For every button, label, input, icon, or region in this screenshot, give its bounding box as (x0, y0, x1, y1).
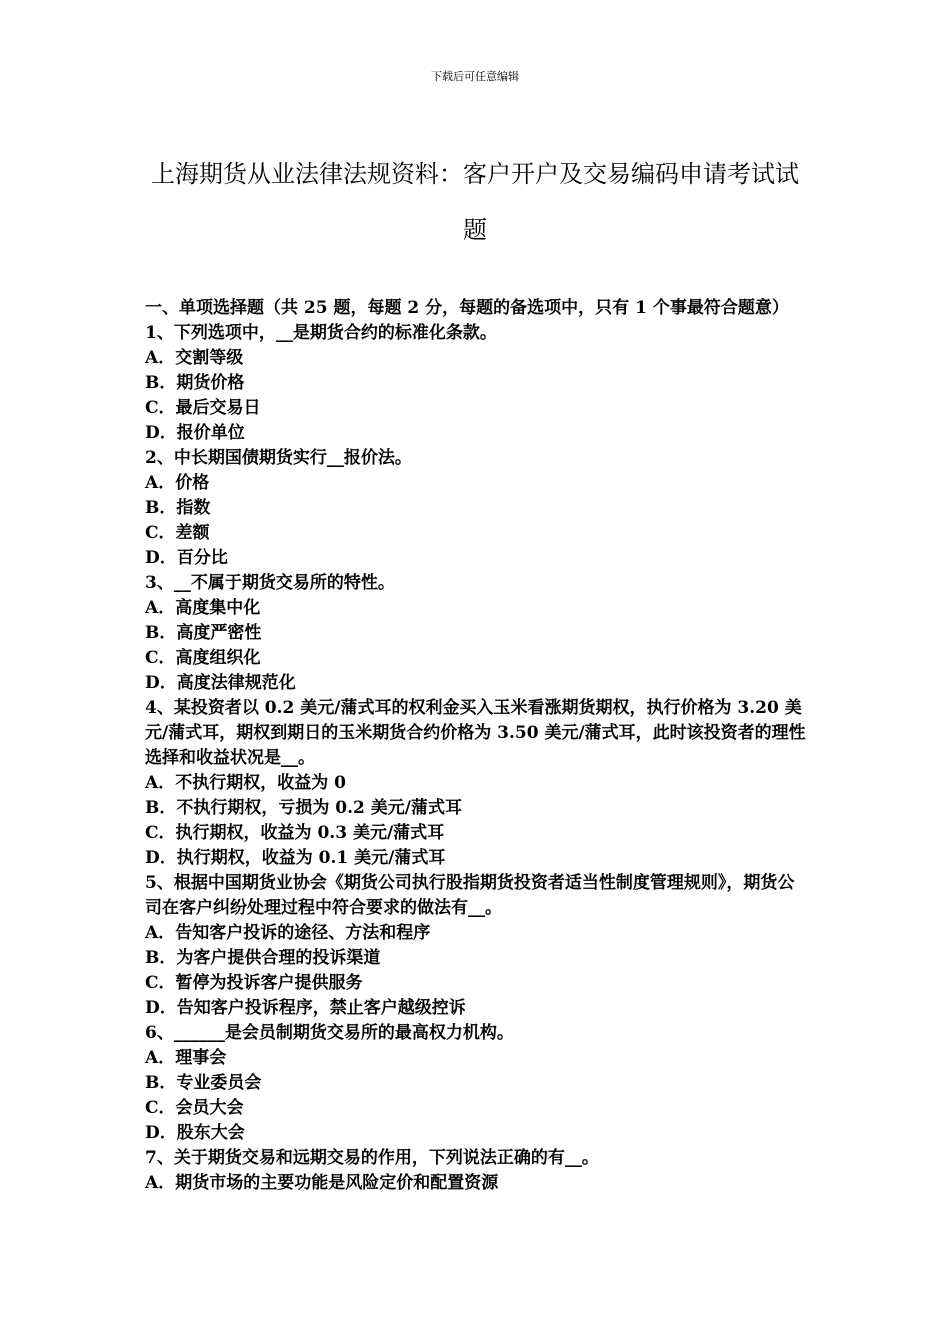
question-stem: 5、根据中国期货业协会《期货公司执行股指期货投资者适当性制度管理规则》，期货公司在客户纠纷处理过程中符合要求的做法有__。 (145, 873, 795, 918)
question-4 (145, 696, 810, 871)
option-b: B．不执行期权，亏损为 0.2 美元/蒲式耳 (145, 798, 462, 818)
question-3 (145, 571, 810, 696)
question-7 (145, 1146, 810, 1196)
option-b: B．高度严密性 (145, 623, 262, 643)
question-stem: 2、中长期国债期货实行__报价法。 (145, 448, 412, 468)
question-2 (145, 446, 810, 571)
option-d: D．股东大会 (145, 1123, 245, 1143)
option-c: C．会员大会 (145, 1098, 244, 1118)
question-1 (145, 321, 810, 446)
option-d: D．报价单位 (145, 423, 245, 443)
option-a: A．价格 (145, 473, 210, 493)
option-d: D．告知客户投诉程序，禁止客户越级控诉 (145, 998, 466, 1018)
option-d: D．高度法律规范化 (145, 673, 296, 693)
option-c: C．最后交易日 (145, 398, 261, 418)
question-stem: 3、__不属于期货交易所的特性。 (145, 573, 395, 593)
option-c: C．执行期权，收益为 0.3 美元/蒲式耳 (145, 823, 445, 843)
option-b: B．期货价格 (145, 373, 245, 393)
option-a: A．高度集中化 (145, 598, 261, 618)
option-b: B．为客户提供合理的投诉渠道 (145, 948, 381, 968)
header-note: 下载后可任意编辑 (431, 70, 519, 83)
document-title: 上海期货从业法律法规资料：客户开户及交易编码申请考试试题 (151, 160, 799, 244)
option-a: A．期货市场的主要功能是风险定价和配置资源 (145, 1173, 499, 1193)
section-heading: 一、单项选择题（共 25 题，每题 2 分，每题的备选项中，只有 1 个事最符合题意） (145, 298, 789, 318)
question-stem: 1、下列选项中，__是期货合约的标准化条款。 (145, 323, 497, 343)
question-stem: 7、关于期货交易和远期交易的作用，下列说法正确的有__。 (145, 1148, 599, 1168)
option-b: B．专业委员会 (145, 1073, 262, 1093)
question-stem: 6、______是会员制期货交易所的最高权力机构。 (145, 1023, 514, 1043)
option-a: A．告知客户投诉的途径、方法和程序 (145, 923, 431, 943)
question-stem: 4、某投资者以 0.2 美元/蒲式耳的权利金买入玉米看涨期货期权，执行价格为 3.20 美元/蒲式耳，期权到期日的玉米期货合约价格为 3.50 美元/蒲式耳，此时该投资者的理性选择和收益状况是__。 (145, 698, 806, 768)
option-c: C．高度组织化 (145, 648, 261, 668)
option-c: C．差额 (145, 523, 210, 543)
question-5 (145, 871, 810, 1021)
option-d: D．执行期权，收益为 0.1 美元/蒲式耳 (145, 848, 446, 868)
option-d: D．百分比 (145, 548, 228, 568)
document-body (145, 296, 810, 1196)
option-b: B．指数 (145, 498, 211, 518)
option-a: A．理事会 (145, 1048, 227, 1068)
option-a: A．交割等级 (145, 348, 244, 368)
option-c: C．暂停为投诉客户提供服务 (145, 973, 363, 993)
option-a: A．不执行期权，收益为 0 (145, 773, 346, 793)
question-6 (145, 1021, 810, 1146)
